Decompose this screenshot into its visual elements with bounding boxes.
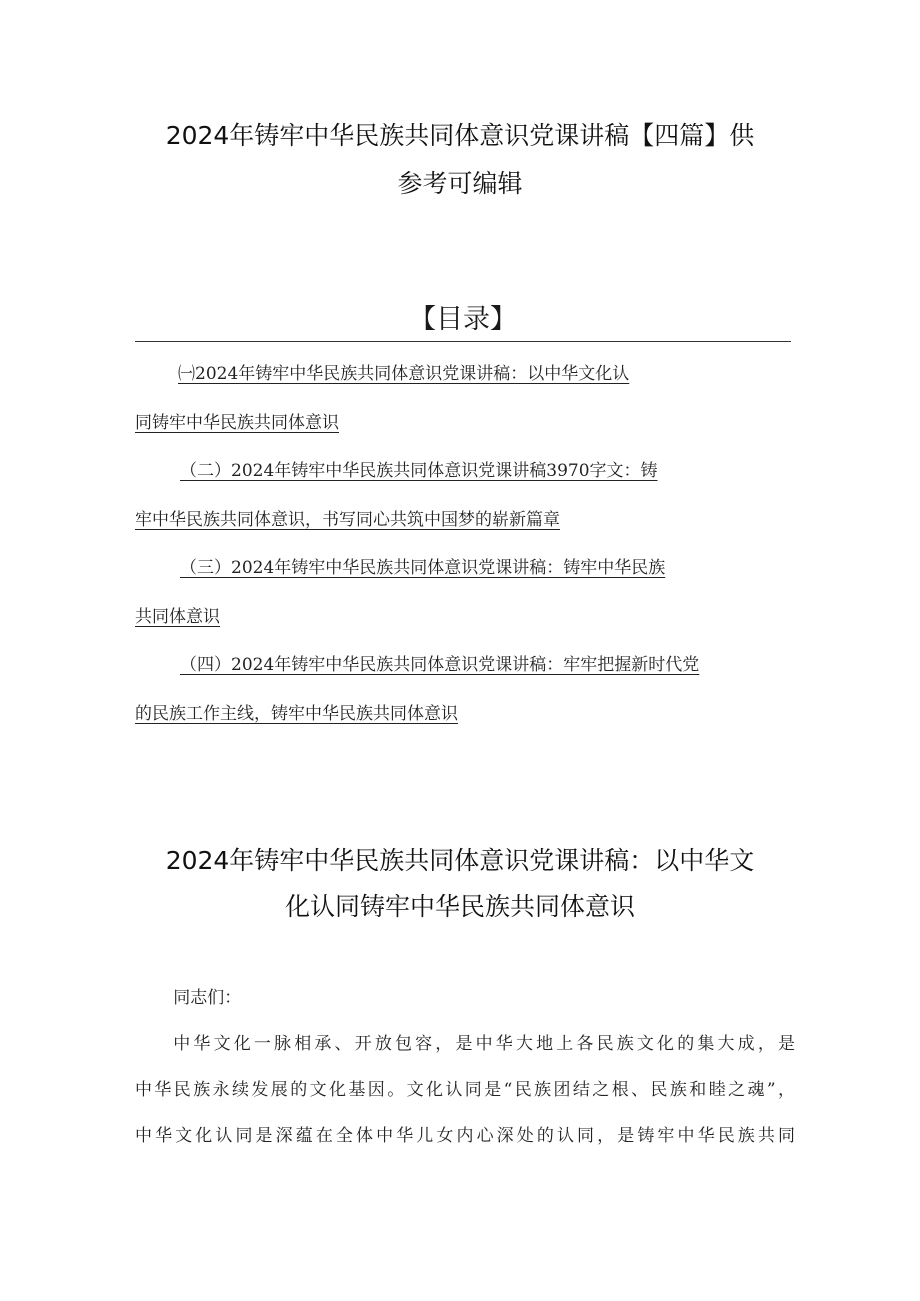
toc-item-1-line-1: ㈠2024年铸牢中华民族共同体意识党课讲稿：以中华文化认 bbox=[178, 364, 630, 384]
toc-item-1[interactable] bbox=[135, 350, 795, 447]
toc-item-4[interactable] bbox=[135, 641, 795, 738]
toc-item-4-line-1: （四）2024年铸牢中华民族共同体意识党课讲稿：牢牢把握新时代党 bbox=[180, 655, 700, 675]
toc-item-2-line-2: 牢中华民族共同体意识，书写同心共筑中国梦的崭新篇章 bbox=[135, 509, 560, 530]
toc-item-2[interactable] bbox=[135, 447, 795, 544]
document-title-line-1: 2024年铸牢中华民族共同体意识党课讲稿【四篇】供 bbox=[165, 121, 755, 150]
section-title-line-1: 2024年铸牢中华民族共同体意识党课讲稿：以中华文 bbox=[165, 846, 755, 875]
toc-item-2-line-1: （二）2024年铸牢中华民族共同体意识党课讲稿3970字文：铸 bbox=[180, 461, 658, 481]
section-body bbox=[135, 975, 795, 1159]
section-title-line-2: 化认同铸牢中华民族共同体意识 bbox=[284, 892, 635, 921]
paragraph-1-line-3: 中华文化认同是深蕴在全体中华儿女内心深处的认同，是铸牢中华民族共同 bbox=[135, 1126, 795, 1146]
document-title-line-2: 参考可编辑 bbox=[397, 169, 523, 198]
toc-item-4-line-2: 的民族工作主线，铸牢中华民族共同体意识 bbox=[135, 703, 458, 724]
toc-item-3-line-1: （三）2024年铸牢中华民族共同体意识党课讲稿：铸牢中华民族 bbox=[180, 558, 666, 578]
greeting: 同志们： bbox=[173, 988, 242, 1008]
table-of-contents bbox=[135, 350, 795, 738]
paragraph-1-line-2: 中华民族永续发展的文化基因。文化认同是“民族团结之根、民族和睦之魂”， bbox=[135, 1080, 795, 1100]
toc-divider bbox=[135, 341, 791, 342]
paragraph-1-line-1: 中华文化一脉相承、开放包容，是中华大地上各民族文化的集大成，是 bbox=[173, 1034, 795, 1054]
toc-item-1-line-2: 同铸牢中华民族共同体意识 bbox=[135, 412, 339, 433]
document-title bbox=[120, 112, 800, 208]
toc-item-3[interactable] bbox=[135, 544, 795, 641]
toc-heading: 【目录】 bbox=[409, 304, 517, 335]
section-title bbox=[120, 838, 800, 930]
toc-item-3-line-2: 共同体意识 bbox=[135, 606, 220, 627]
